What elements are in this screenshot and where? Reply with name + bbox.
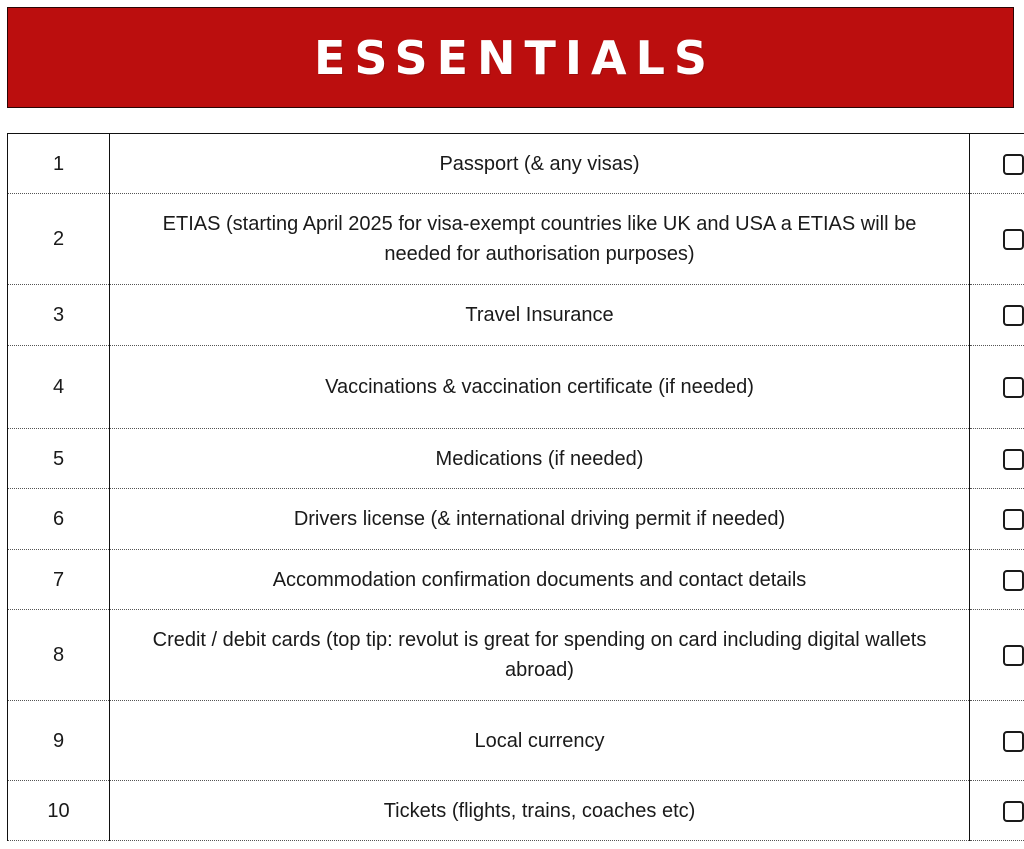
table-row — [8, 346, 1024, 429]
row-number: 5 — [8, 429, 110, 489]
table-row — [8, 550, 1024, 610]
page-title: ESSENTIALS — [313, 30, 717, 85]
row-number: 8 — [8, 610, 110, 701]
row-item-text: Drivers license (& international driving permit if needed) — [110, 489, 970, 550]
row-item-text: Vaccinations & vaccination certificate (if needed) — [110, 346, 970, 429]
row-number: 2 — [8, 194, 110, 285]
table-row — [8, 194, 1024, 285]
row-number: 7 — [8, 550, 110, 610]
checkbox-icon[interactable] — [1003, 154, 1024, 175]
row-number: 3 — [8, 285, 110, 346]
row-item-text: Travel Insurance — [110, 285, 970, 346]
row-item-text: Passport (& any visas) — [110, 134, 970, 194]
checkbox-icon[interactable] — [1003, 645, 1024, 666]
table-row — [8, 285, 1024, 346]
table-row — [8, 489, 1024, 550]
table-row — [8, 429, 1024, 489]
checkbox-icon[interactable] — [1003, 570, 1024, 591]
checkbox-icon[interactable] — [1003, 449, 1024, 470]
checkbox-icon[interactable] — [1003, 229, 1024, 250]
row-number: 1 — [8, 134, 110, 194]
row-item-text: Accommodation confirmation documents and contact details — [110, 550, 970, 610]
essentials-banner — [7, 7, 1014, 108]
row-number: 4 — [8, 346, 110, 429]
row-item-text: Tickets (flights, trains, coaches etc) — [110, 781, 970, 841]
table-row — [8, 134, 1024, 194]
row-item-text: Local currency — [110, 701, 970, 781]
checkbox-icon[interactable] — [1003, 377, 1024, 398]
row-number: 9 — [8, 701, 110, 781]
table-row — [8, 781, 1024, 841]
row-number: 10 — [8, 781, 110, 841]
checkbox-icon[interactable] — [1003, 801, 1024, 822]
table-row — [8, 610, 1024, 701]
row-item-text: Medications (if needed) — [110, 429, 970, 489]
essentials-checklist — [7, 133, 1024, 841]
row-number: 6 — [8, 489, 110, 550]
checkbox-icon[interactable] — [1003, 509, 1024, 530]
row-item-text: ETIAS (starting April 2025 for visa-exempt countries like UK and USA a ETIAS will be needed for authorisation purposes) — [110, 194, 970, 285]
checkbox-icon[interactable] — [1003, 305, 1024, 326]
row-item-text: Credit / debit cards (top tip: revolut is great for spending on card including digital wallets abroad) — [110, 610, 970, 701]
table-row — [8, 701, 1024, 781]
checkbox-icon[interactable] — [1003, 731, 1024, 752]
